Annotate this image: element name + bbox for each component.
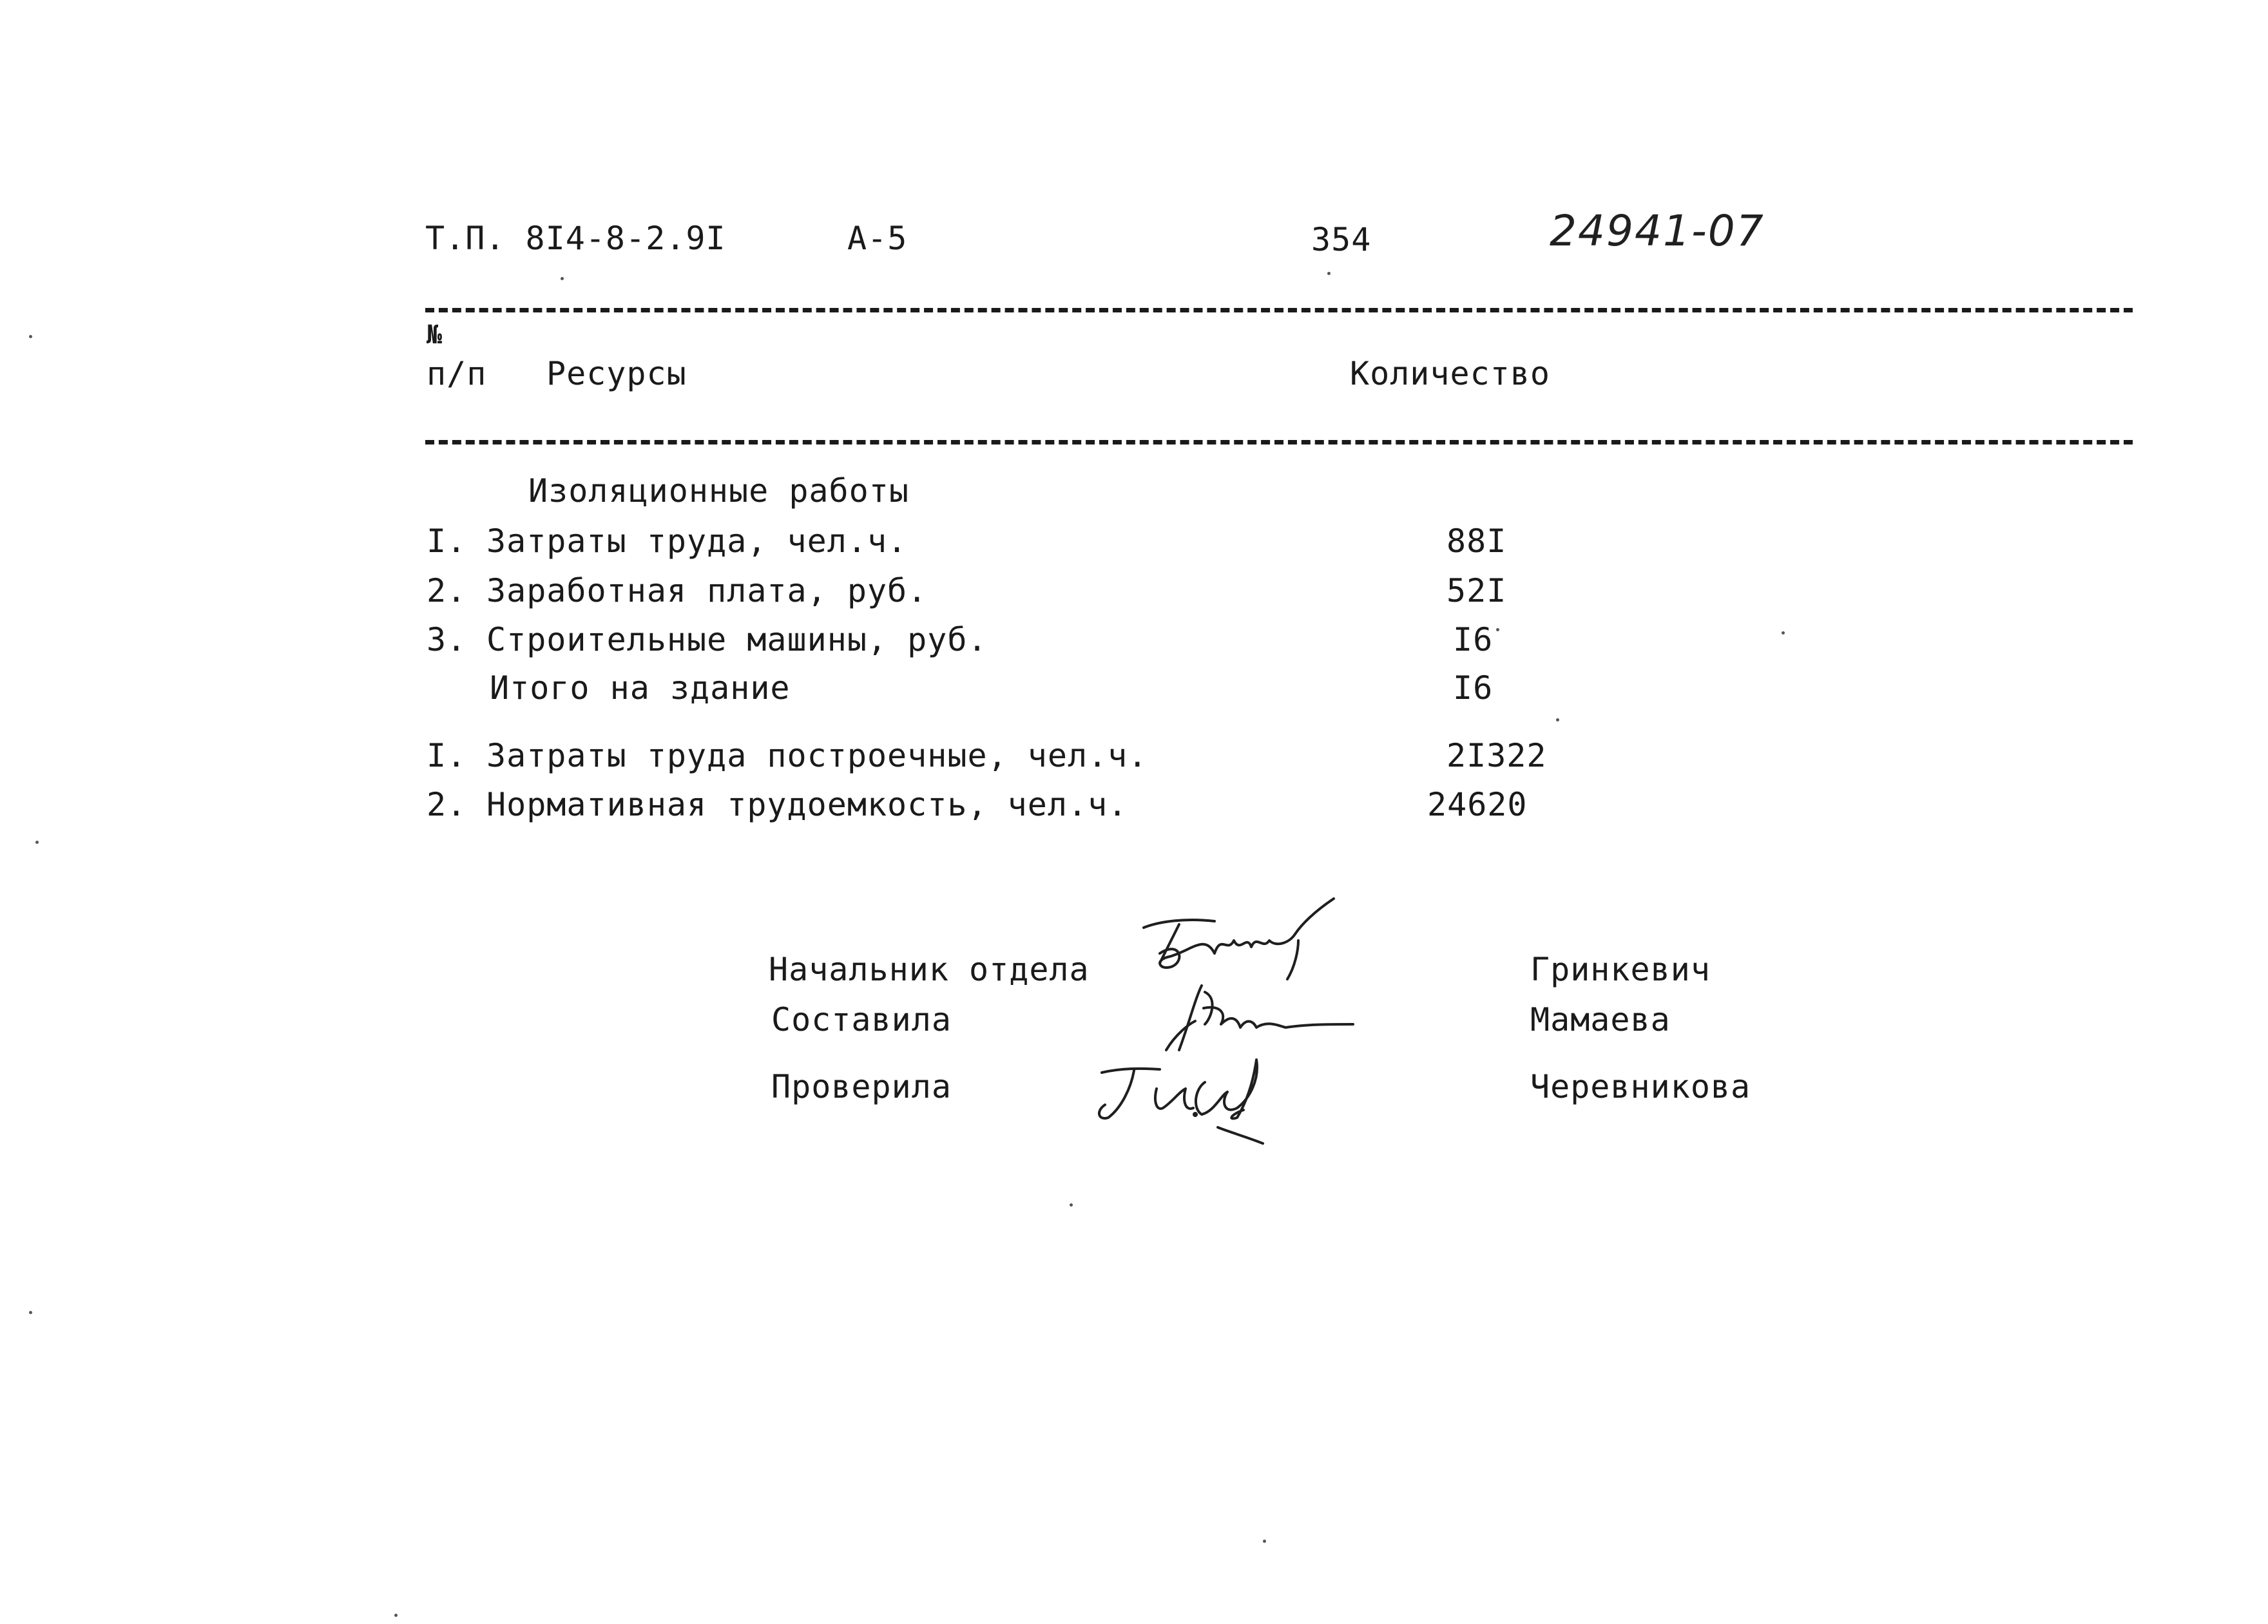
handwritten-signatures — [1082, 895, 1495, 1153]
number-sign-label: № — [427, 320, 443, 350]
album-code: А-5 — [847, 220, 908, 257]
scan-speck — [1070, 1203, 1073, 1207]
section-title: Изоляционные работы — [528, 472, 909, 510]
row-number: I. — [427, 522, 467, 560]
col-header-number: п/п — [427, 355, 487, 392]
row-resource: Затраты труда построечные, чел.ч. — [486, 737, 1148, 774]
row-quantity: 52I — [1446, 572, 1507, 609]
row-number: I. — [427, 737, 467, 774]
scan-speck — [1263, 1540, 1266, 1543]
signature-name: Гринкевич — [1530, 951, 1711, 988]
col-header-resources: Ресурсы — [546, 355, 687, 392]
row-number: 2. — [427, 572, 467, 609]
scan-speck — [29, 335, 32, 338]
row-number: 3. — [427, 621, 467, 658]
scan-speck — [1327, 272, 1331, 275]
row-resource: Итого на здание — [490, 669, 791, 707]
scan-speck — [35, 841, 39, 844]
signature-role: Начальник отдела — [769, 951, 1090, 988]
row-number: 2. — [427, 786, 467, 823]
scan-speck — [1556, 718, 1559, 721]
page-number: 354 — [1311, 221, 1372, 258]
row-resource: Затраты труда, чел.ч. — [486, 522, 908, 560]
signature-name: Мамаева — [1530, 1001, 1671, 1038]
scan-speck — [394, 1614, 398, 1617]
row-quantity: 2I322 — [1446, 737, 1547, 774]
col-header-quantity: Количество — [1350, 355, 1551, 392]
scan-speck — [1496, 628, 1499, 631]
top-dashed-rule — [425, 308, 2133, 312]
row-quantity: I6 — [1453, 621, 1494, 658]
row-quantity: 88I — [1446, 522, 1507, 560]
header-bottom-dashed-rule — [425, 440, 2133, 444]
row-quantity: 24620 — [1427, 786, 1528, 823]
scan-speck — [29, 1311, 32, 1314]
row-quantity: I6 — [1453, 669, 1494, 707]
handwritten-stamp-number: 24941-07 — [1550, 206, 1765, 256]
row-resource: Заработная плата, руб. — [486, 572, 928, 609]
signature-name: Черевникова — [1530, 1068, 1751, 1105]
document-code: Т.П. 8I4-8-2.9I — [425, 220, 726, 257]
scan-speck — [1782, 631, 1785, 635]
row-resource: Нормативная трудоемкость, чел.ч. — [486, 786, 1128, 823]
signature-role: Составила — [771, 1001, 952, 1038]
signature-role: Проверила — [771, 1068, 952, 1105]
row-resource: Строительные машины, руб. — [486, 621, 988, 658]
scan-speck — [561, 277, 564, 280]
